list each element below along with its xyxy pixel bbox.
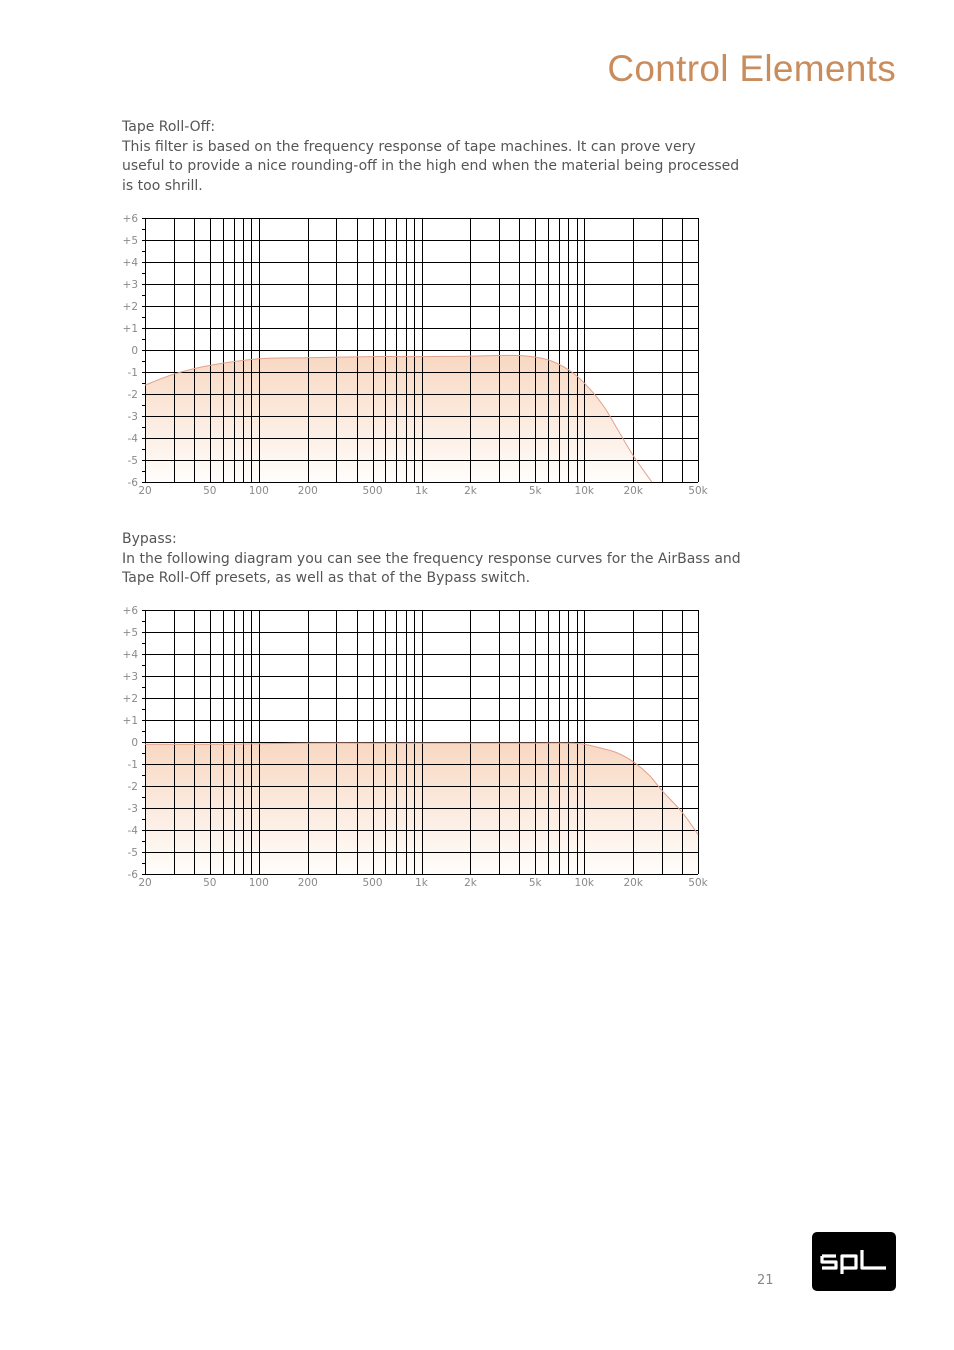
y-tick-label: -3 — [127, 411, 138, 423]
bypass-section — [122, 530, 742, 589]
x-tick-label: 1k — [415, 877, 428, 889]
x-tick-label: 50 — [203, 877, 217, 889]
tape-roll-off-section — [122, 118, 742, 196]
spl-logo — [812, 1232, 896, 1291]
y-tick-label: -5 — [127, 847, 138, 859]
x-tick-label: 10k — [574, 877, 594, 889]
y-tick-label: 0 — [131, 345, 138, 357]
x-tick-label: 50k — [688, 877, 708, 889]
y-tick-label: +6 — [122, 213, 138, 225]
y-tick-label: -3 — [127, 803, 138, 815]
y-tick-label: +5 — [122, 627, 138, 639]
y-tick-label: +5 — [122, 235, 138, 247]
y-tick-label: -2 — [127, 389, 138, 401]
y-tick-label: +2 — [122, 693, 138, 705]
x-tick-label: 5k — [528, 485, 542, 497]
x-tick-label: 20 — [138, 877, 152, 889]
x-tick-label: 20k — [623, 485, 643, 497]
x-tick-label: 20 — [138, 485, 152, 497]
y-tick-label: -2 — [127, 781, 138, 793]
y-tick-label: +2 — [122, 301, 138, 313]
response-area — [145, 355, 652, 482]
y-tick-label: -1 — [127, 759, 138, 771]
x-tick-label: 100 — [248, 485, 269, 497]
y-tick-label: +1 — [122, 323, 138, 335]
y-tick-label: +4 — [122, 257, 138, 269]
y-tick-label: +6 — [122, 605, 138, 617]
x-tick-label: 200 — [297, 485, 318, 497]
y-tick-label: -6 — [127, 477, 138, 489]
x-tick-label: 10k — [574, 485, 594, 497]
y-tick-label: +3 — [122, 671, 138, 683]
section-heading: Bypass: — [122, 531, 177, 547]
y-tick-label: +1 — [122, 715, 138, 727]
frequency-response-chart — [120, 208, 720, 500]
bypass-chart — [120, 600, 720, 892]
y-tick-label: -4 — [127, 433, 138, 445]
x-tick-label: 2k — [464, 877, 477, 889]
x-tick-label: 200 — [297, 877, 318, 889]
y-tick-label: +4 — [122, 649, 138, 661]
y-tick-label: -6 — [127, 869, 138, 881]
section-paragraph: This filter is based on the frequency response of tape machines. It can prove very useful to provide a nice rounding-off in the high end when the material being processed is too shrill. — [122, 138, 740, 194]
x-tick-label: 2k — [464, 485, 477, 497]
x-tick-label: 1k — [415, 485, 428, 497]
y-tick-label: -1 — [127, 367, 138, 379]
page-number: 21 — [757, 1273, 774, 1288]
tape-roll-off-chart — [120, 208, 720, 500]
x-tick-label: 500 — [362, 877, 383, 889]
x-tick-label: 100 — [248, 877, 269, 889]
x-tick-label: 20k — [623, 877, 643, 889]
section-paragraph: In the following diagram you can see the frequency response curves for the AirBass and Tape Roll-Off presets, as well as that of the Bypass switch. — [122, 550, 741, 586]
y-tick-label: -4 — [127, 825, 138, 837]
y-tick-label: -5 — [127, 455, 138, 467]
spl-logo-mark — [812, 1232, 896, 1291]
x-tick-label: 50 — [203, 485, 217, 497]
y-tick-label: +3 — [122, 279, 138, 291]
x-tick-label: 50k — [688, 485, 708, 497]
x-tick-label: 500 — [362, 485, 383, 497]
section-heading: Tape Roll-Off: — [122, 119, 216, 135]
page-title: Control Elements — [607, 48, 896, 89]
x-tick-label: 5k — [528, 877, 542, 889]
y-tick-label: 0 — [131, 737, 138, 749]
frequency-response-chart — [120, 600, 720, 892]
